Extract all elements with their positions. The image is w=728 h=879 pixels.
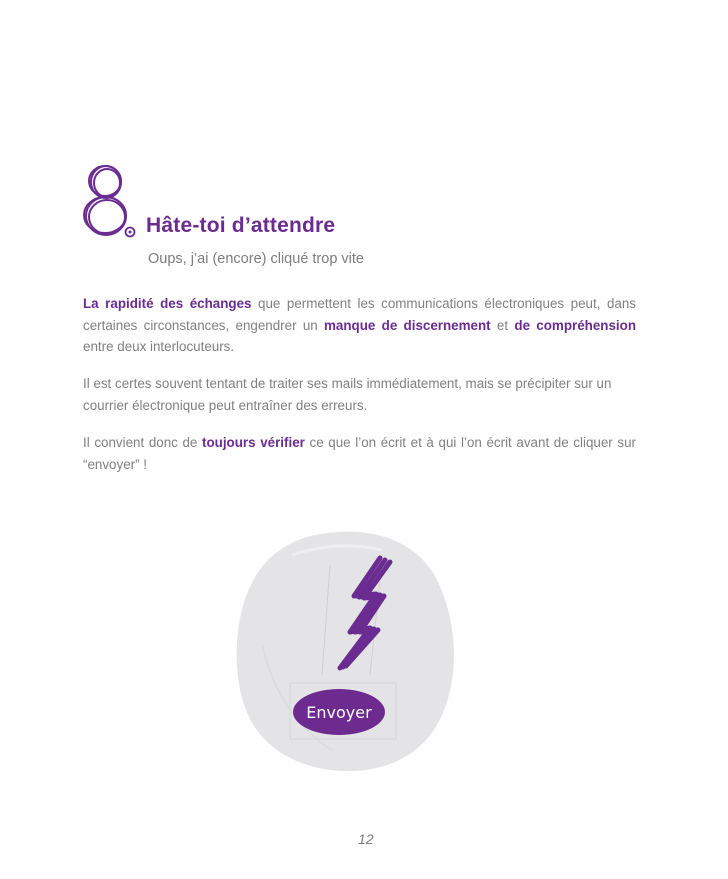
bullet-icon <box>124 226 136 238</box>
paragraph-1-segment: La rapidité des échanges <box>83 296 252 311</box>
paragraph-2: Il est certes souvent tentant de traiter ses mails immédiatement, mais se précipiter sur un courrier électronique peut entraîner des erreurs. <box>83 376 612 413</box>
lightning-icon <box>330 552 402 672</box>
send-button[interactable]: Envoyer <box>293 689 385 735</box>
paragraph-3-segment: ce que l’on écrit et à qui l’on écrit avant de cliquer sur “envoyer” ! <box>83 435 636 472</box>
paragraph-1-segment: et <box>490 317 515 333</box>
paragraph-3 <box>83 432 636 475</box>
section-title: Hâte-toi d’attendre <box>146 214 336 237</box>
paragraph-3-segment: Il convient donc de <box>83 435 203 450</box>
paragraph-3-segment: toujours vérifier <box>202 435 305 450</box>
paragraph-1-segment: que permettent les communications électroniques peut, dans certaines circonstances, engendrer un <box>83 296 636 333</box>
paragraph-1-segment: de compréhension <box>514 317 637 333</box>
paragraph-1 <box>83 293 636 358</box>
section-subtitle: Oups, j’ai (encore) cliqué trop vite <box>148 251 364 267</box>
paragraph-1-segment: manque de discernement <box>324 317 491 333</box>
page-number: 12 <box>358 831 374 847</box>
paragraph-1-segment: entre deux interlocuteurs. <box>83 339 235 354</box>
